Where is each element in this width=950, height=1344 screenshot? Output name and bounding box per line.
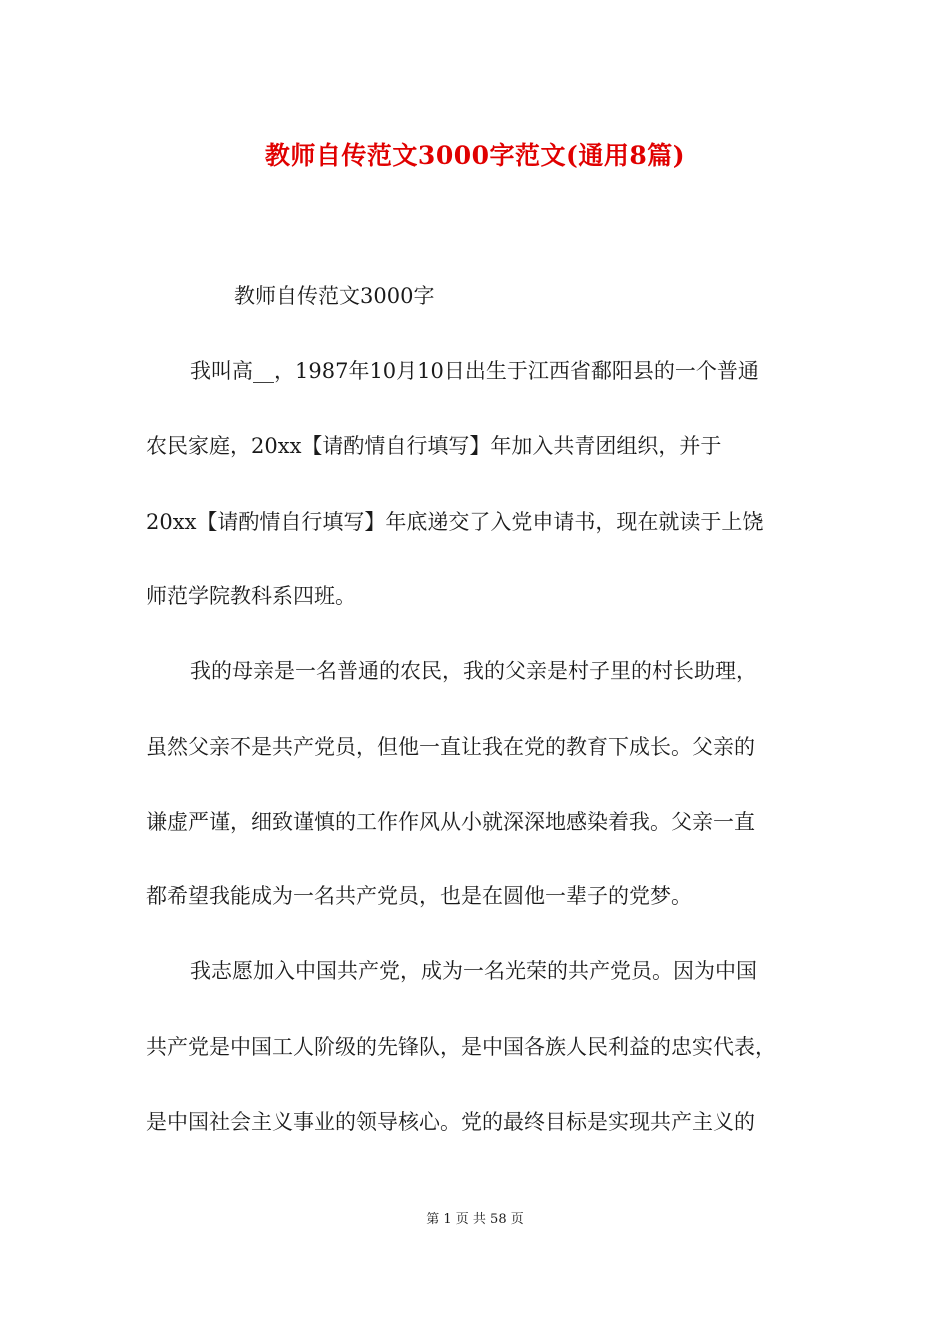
paragraph-line: 师范学院教科系四班。 bbox=[146, 584, 356, 608]
paragraph-line: 我志愿加入中国共产党，成为一名光荣的共产党员。因为中国 bbox=[190, 959, 757, 983]
paragraph-line: 谦虚严谨，细致谨慎的工作作风从小就深深地感染着我。父亲一直 bbox=[146, 810, 755, 834]
paragraph-line: 都希望我能成为一名共产党员，也是在圆他一辈子的党梦。 bbox=[146, 884, 692, 908]
paragraph-line: 农民家庭，20xx【请酌情自行填写】年加入共青团组织，并于 bbox=[146, 434, 722, 458]
paragraph-line: 我的母亲是一名普通的农民，我的父亲是村子里的村长助理， bbox=[190, 659, 757, 683]
paragraph-line: 虽然父亲不是共产党员，但他一直让我在党的教育下成长。父亲的 bbox=[146, 735, 755, 759]
paragraph-line: 共产党是中国工人阶级的先锋队，是中国各族人民利益的忠实代表， bbox=[146, 1035, 776, 1059]
document-title: 教师自传范文3000字范文(通用8篇) bbox=[264, 141, 686, 170]
page-number-footer: 第 1 页 共 58 页 bbox=[426, 1212, 524, 1227]
paragraph-line: 是中国社会主义事业的领导核心。党的最终目标是实现共产主义的 bbox=[146, 1110, 755, 1134]
section-heading: 教师自传范文3000字 bbox=[234, 284, 435, 308]
paragraph-line: 我叫高__，1987年10月10日出生于江西省鄱阳县的一个普通 bbox=[190, 359, 759, 383]
paragraph-line: 20xx【请酌情自行填写】年底递交了入党申请书，现在就读于上饶 bbox=[146, 510, 764, 534]
